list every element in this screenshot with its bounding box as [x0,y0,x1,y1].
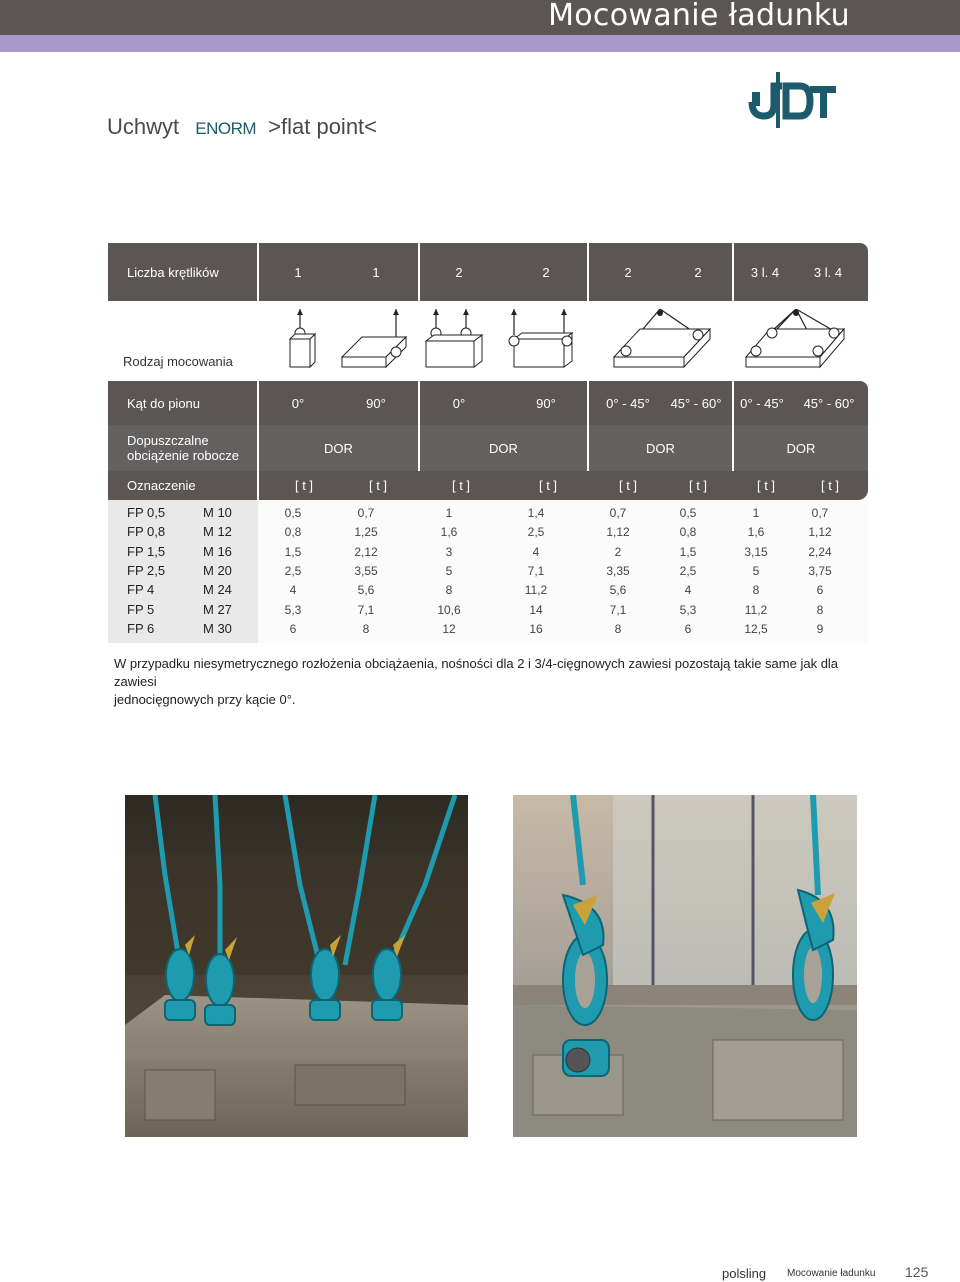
load-value: 8 [445,583,453,598]
table-row [108,542,868,561]
wll-group: DOR [324,440,353,456]
unit-value: [ t ] [618,478,638,493]
unit-value: [ t ] [294,478,314,493]
angle-value: 45° - 60° [803,395,855,411]
load-value: 1,6 [440,525,458,540]
thread-size: M 10 [203,505,232,520]
load-value: 1 [445,506,453,520]
load-value: 1,12 [606,525,630,540]
angle-value: 90° [366,395,386,411]
wll-group: DOR [489,440,518,456]
table-row [108,561,868,580]
load-value: 11,2 [744,602,768,617]
row-wll [108,425,868,471]
angle-value: 90° [536,395,556,411]
unit-value: [ t ] [538,478,558,493]
designation-name: FP 4 [127,582,155,598]
wll-group: DOR [786,440,816,456]
load-value: 0,5 [284,506,302,520]
swivel-value: 2 [455,264,463,280]
load-value: 14 [529,602,543,617]
table-row [108,580,868,599]
load-value: 1,5 [679,544,697,559]
jdt-logo [748,72,838,128]
row-angle [108,381,868,425]
load-value: 6 [816,583,824,598]
load-value: 6 [289,621,297,636]
load-value: 2 [614,544,622,559]
accent-stripe [0,35,960,52]
heading-brand: ENORM [195,119,257,138]
load-value: 1 [752,506,760,520]
load-value: 4 [532,544,540,559]
load-value: 0,5 [679,506,697,520]
photo-lifting-points-mold [125,795,468,1137]
thread-size: M 12 [203,524,232,540]
row-swivel-count [108,243,868,301]
top-bar [0,0,960,35]
designation-name: FP 1,5 [127,543,166,559]
load-value: 0,7 [357,506,375,520]
designation-name: FP 0,5 [127,505,166,520]
load-value: 1,25 [354,525,378,540]
load-value: 0,7 [609,506,627,520]
load-value: 3,15 [744,544,768,559]
row-units [108,471,868,500]
swivel-value: 2 [542,264,550,280]
angle-label: Kąt do pionu [127,395,201,411]
mount-four-leg-angled-icon [744,309,848,371]
table-row [108,619,868,638]
wll-label-line1: Dopuszczalne [127,433,209,448]
thread-size: M 20 [203,562,232,578]
load-value: 3,35 [606,563,630,578]
designation-name: FP 6 [127,620,155,636]
unit-value: [ t ] [756,478,776,493]
footnote [114,655,874,709]
mount-two-side-icon [508,309,578,371]
load-value: 1,4 [527,506,545,520]
unit-value: [ t ] [451,478,471,493]
load-value: 4 [289,583,297,598]
load-value: 7,1 [527,563,545,578]
load-value: 7,1 [609,602,627,617]
load-value: 5,3 [679,602,697,617]
load-value: 1,6 [747,525,765,540]
mount-type-label: Rodzaj mocowania [123,354,233,369]
load-value: 8 [614,621,622,636]
load-value: 9 [816,621,824,636]
designation-name: FP 0,8 [127,524,166,540]
load-value: 5,6 [357,583,375,598]
wll-group: DOR [646,440,675,456]
angle-value: 0° [452,395,466,411]
wll-label-line2: obciążenie robocze [127,448,240,463]
load-value: 0,7 [811,506,829,520]
load-value: 3 [445,544,453,559]
load-value: 1,12 [808,525,832,540]
load-value: 2,5 [527,525,545,540]
unit-value: [ t ] [820,478,840,493]
footnote-line2: jednocięgnowych przy kącie 0°. [114,692,296,707]
table-row [108,503,868,522]
designation-name: FP 2,5 [127,562,166,578]
designation-label: Oznaczenie [127,478,196,493]
load-value: 16 [529,621,543,636]
load-value: 2,5 [679,563,697,578]
load-value: 5 [445,563,453,578]
load-value: 2,12 [354,544,378,559]
load-value: 8 [816,602,824,617]
table-row [108,522,868,541]
load-value: 2,24 [808,544,832,559]
load-value: 6 [684,621,692,636]
load-value: 11,2 [524,583,548,598]
footer-page-number: 125 [905,1264,929,1280]
thread-size: M 16 [203,543,232,559]
table-row [108,600,868,619]
swivel-value: 3 l. 4 [813,264,843,280]
mount-two-leg-angled-icon [612,309,712,371]
load-value: 7,1 [357,602,375,617]
load-value: 2,5 [284,563,302,578]
load-value: 5,6 [609,583,627,598]
load-value: 0,8 [284,525,302,540]
heading-prefix: Uchwyt [107,114,180,139]
photo-lifting-points-closeup [513,795,857,1137]
swivel-value: 1 [294,264,302,280]
load-value: 3,55 [354,563,378,578]
swivel-value: 3 l. 4 [750,264,780,280]
load-value: 4 [684,583,692,598]
mount-two-vertical-icon [424,309,486,371]
mount-single-side-icon [340,309,412,371]
load-value: 12,5 [744,621,768,636]
heading-product-name: >flat point< [268,114,378,139]
swivel-value: 1 [372,264,380,280]
angle-value: 45° - 60° [670,395,722,411]
unit-value: [ t ] [688,478,708,493]
thread-size: M 30 [203,620,232,636]
unit-value: [ t ] [368,478,388,493]
load-value: 5,3 [284,602,302,617]
angle-value: 0° - 45° [740,395,784,411]
angle-value: 0° - 45° [606,395,650,411]
load-value: 10,6 [437,602,461,617]
swivel-value: 2 [694,264,702,280]
wll-label [108,425,258,471]
load-value: 1,5 [284,544,302,559]
swivel-count-label: Liczba krętlików [127,264,219,280]
footnote-line1: W przypadku niesymetrycznego rozłożenia obciążaenia, nośności dla 2 i 3/4-cięgnowych zawiesi pozostają takie same jak dla zawiesi [114,656,839,689]
load-value: 12 [442,621,456,636]
footer-section: Mocowanie ładunku [787,1268,876,1279]
product-heading [107,114,377,140]
designation-name: FP 5 [127,601,155,617]
mount-single-vertical-icon [288,309,324,371]
load-value: 8 [752,583,760,598]
load-value: 5 [752,563,760,578]
angle-value: 0° [291,395,305,411]
thread-size: M 27 [203,601,232,617]
footer-brand: polsling [722,1266,767,1281]
page-title: Mocowanie ładunku [548,0,850,33]
thread-size: M 24 [203,582,232,598]
row-mount-type [108,301,868,381]
load-value: 8 [362,621,370,636]
load-value: 0,8 [679,525,697,540]
load-value: 3,75 [808,563,832,578]
swivel-value: 2 [624,264,632,280]
